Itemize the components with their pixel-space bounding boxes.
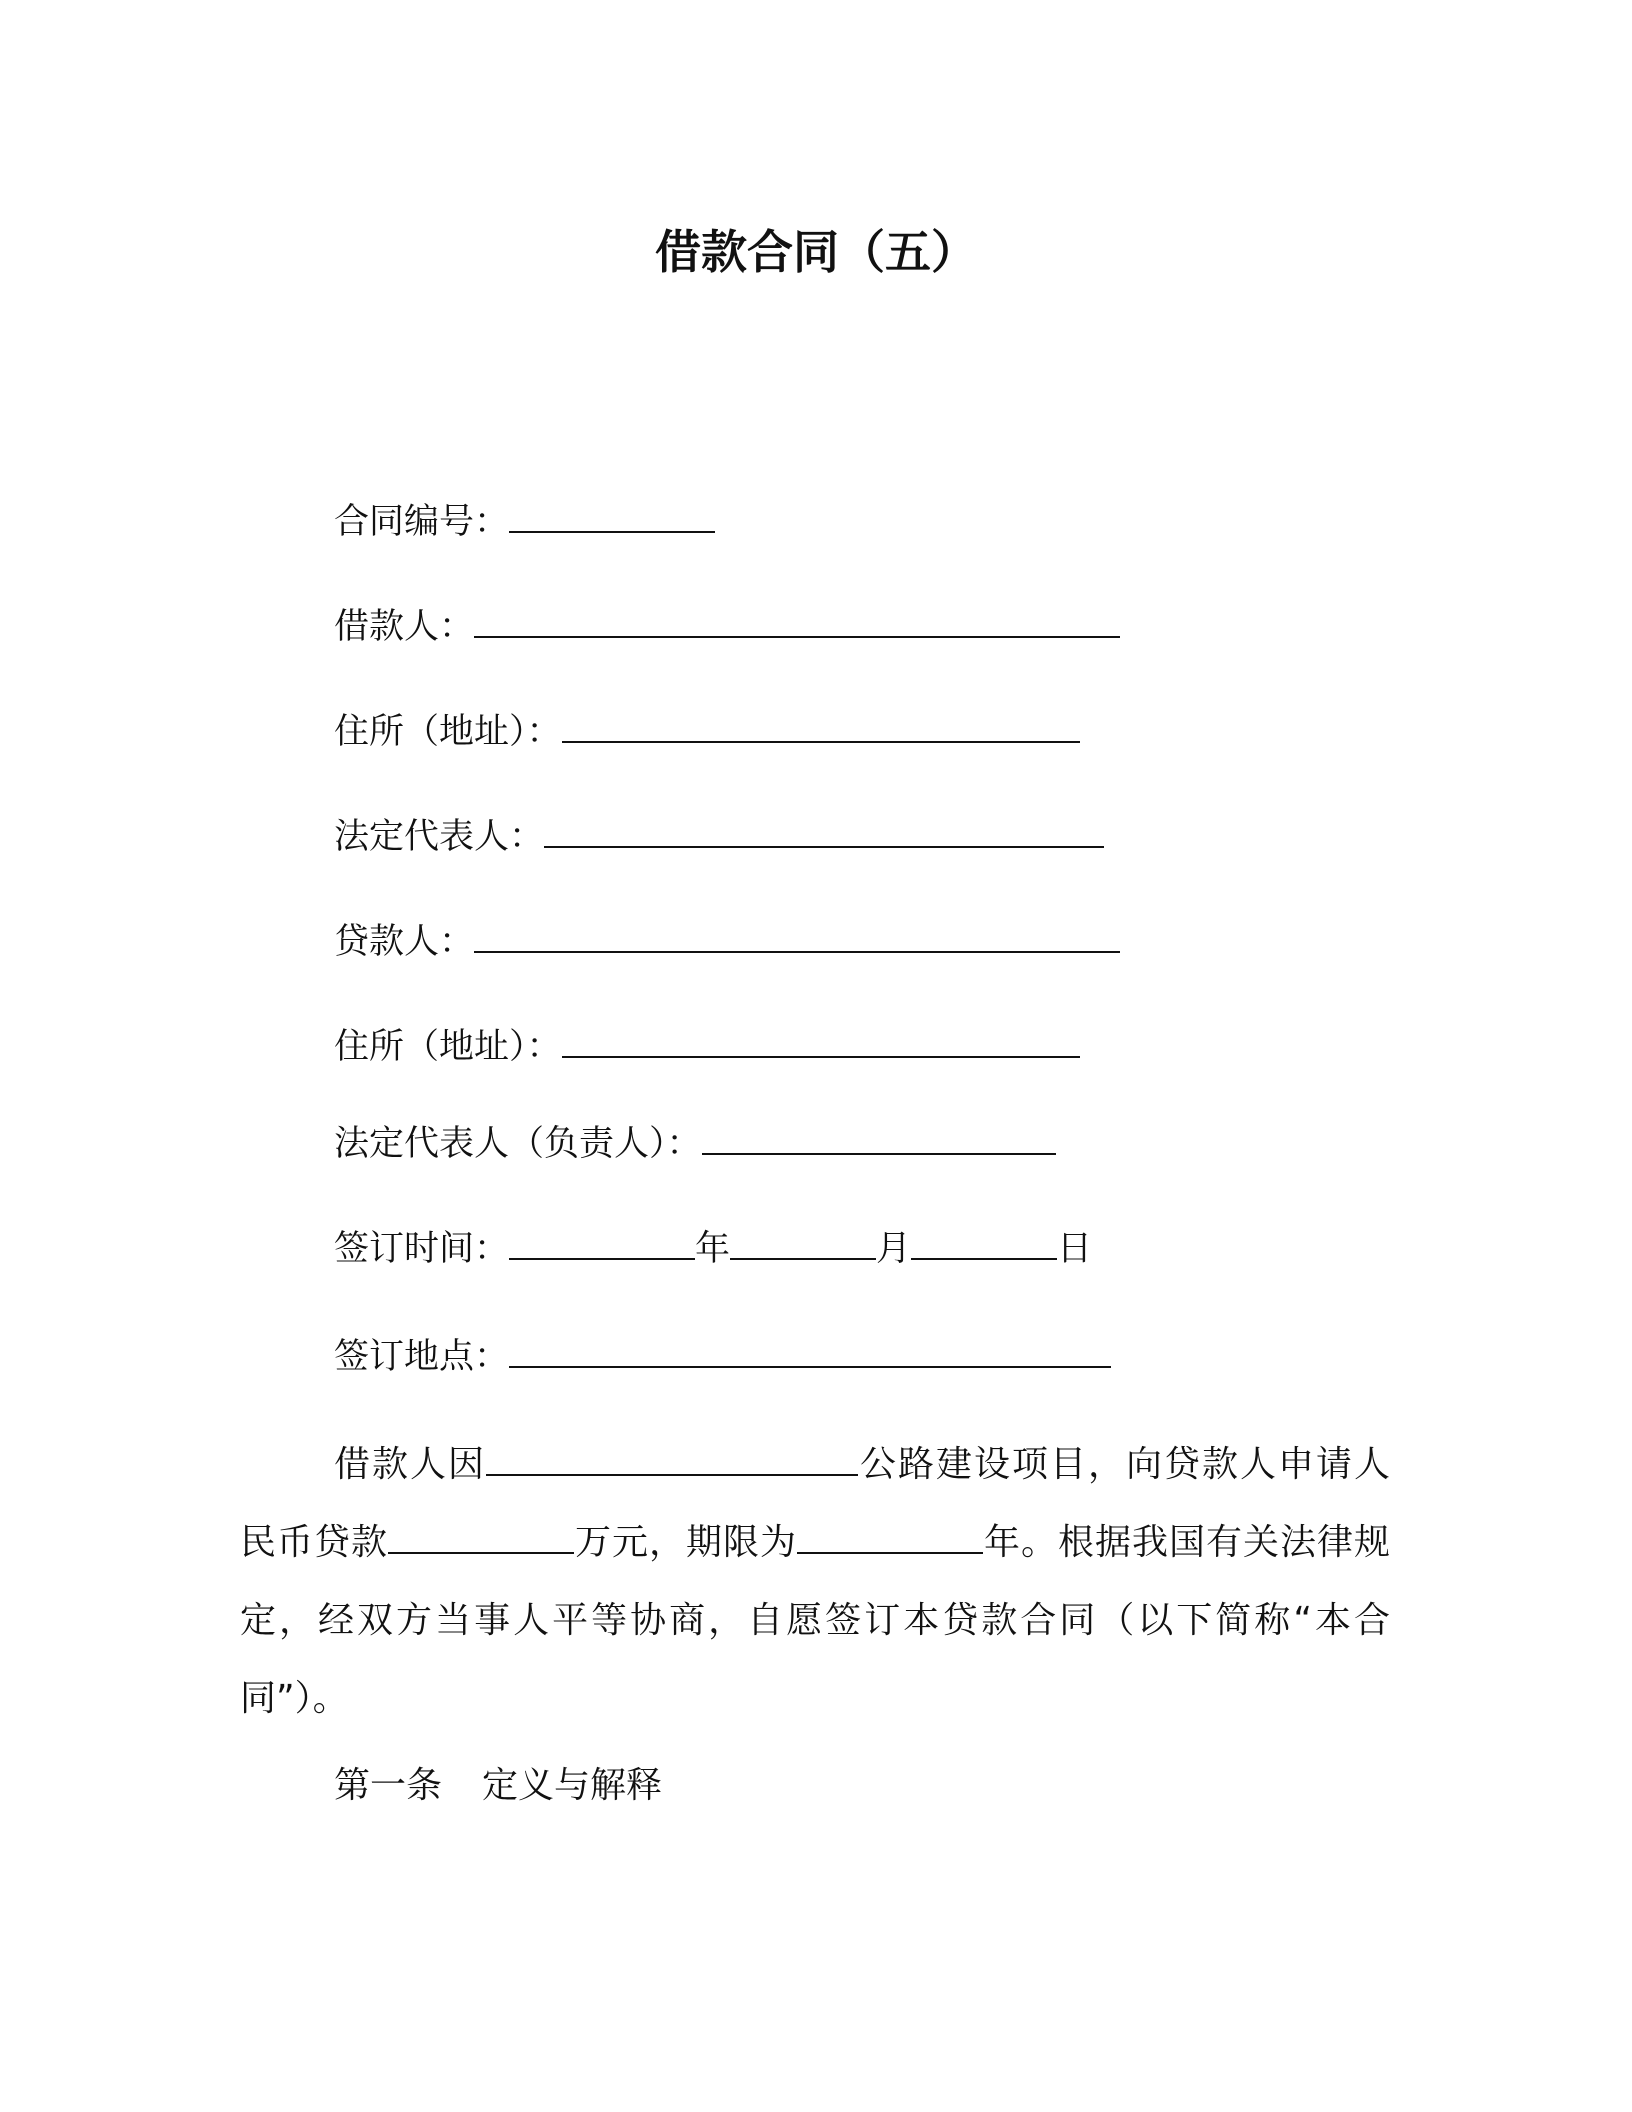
lender-address-label: 住所（地址）：	[334, 1027, 562, 1067]
section-heading	[334, 1762, 662, 1810]
sign-place-label: 签订地点：	[334, 1337, 510, 1377]
month-char: 月	[876, 1229, 912, 1269]
borrower-blank[interactable]	[474, 600, 1120, 638]
intro-paragraph	[240, 1426, 1390, 1738]
borrower-address-line	[334, 705, 1080, 756]
loan-amount-blank[interactable]	[388, 1516, 574, 1554]
paragraph-part-4: 年。根据我国有关法律规定，经双方当事人平等协商，自愿签订本贷款合同（以下简称“本合同”）。	[240, 1522, 1390, 1719]
contract-number-line	[334, 495, 715, 546]
document-title: 借款合同（五）	[655, 225, 977, 279]
lender-representative-line	[334, 1117, 1056, 1168]
paragraph-part-2: 公路建设项目，向贷款人申请人民币贷款	[240, 1444, 1390, 1563]
loan-term-blank[interactable]	[797, 1516, 983, 1554]
lender-blank[interactable]	[474, 915, 1120, 953]
lender-line	[334, 915, 1120, 966]
lender-representative-blank[interactable]	[702, 1117, 1056, 1155]
section-number: 第一条	[334, 1765, 443, 1806]
lender-address-line	[334, 1020, 1080, 1071]
borrower-label: 借款人：	[334, 607, 475, 647]
sign-place-line	[334, 1330, 1111, 1381]
paragraph-part-1: 借款人因	[334, 1444, 486, 1485]
lender-label: 贷款人：	[334, 922, 475, 962]
lender-representative-label: 法定代表人（负责人）：	[334, 1124, 702, 1164]
borrower-representative-blank[interactable]	[544, 810, 1104, 848]
sign-time-line	[334, 1222, 1092, 1273]
borrower-representative-line	[334, 810, 1104, 861]
paragraph-part-3: 万元，期限为	[574, 1522, 797, 1563]
borrower-address-label: 住所（地址）：	[334, 712, 562, 752]
sign-place-blank[interactable]	[509, 1330, 1111, 1368]
day-char: 日	[1057, 1229, 1093, 1269]
contract-number-label: 合同编号：	[334, 502, 510, 542]
sign-month-blank[interactable]	[730, 1222, 876, 1260]
borrower-line	[334, 600, 1120, 651]
section-title: 定义与解释	[482, 1765, 663, 1806]
project-name-blank[interactable]	[486, 1438, 858, 1476]
year-char: 年	[695, 1229, 731, 1269]
sign-year-blank[interactable]	[509, 1222, 695, 1260]
lender-address-blank[interactable]	[562, 1020, 1080, 1058]
sign-time-label: 签订时间：	[334, 1229, 510, 1269]
borrower-representative-label: 法定代表人：	[334, 817, 545, 857]
contract-number-blank[interactable]	[509, 495, 715, 533]
sign-day-blank[interactable]	[911, 1222, 1057, 1260]
borrower-address-blank[interactable]	[562, 705, 1080, 743]
